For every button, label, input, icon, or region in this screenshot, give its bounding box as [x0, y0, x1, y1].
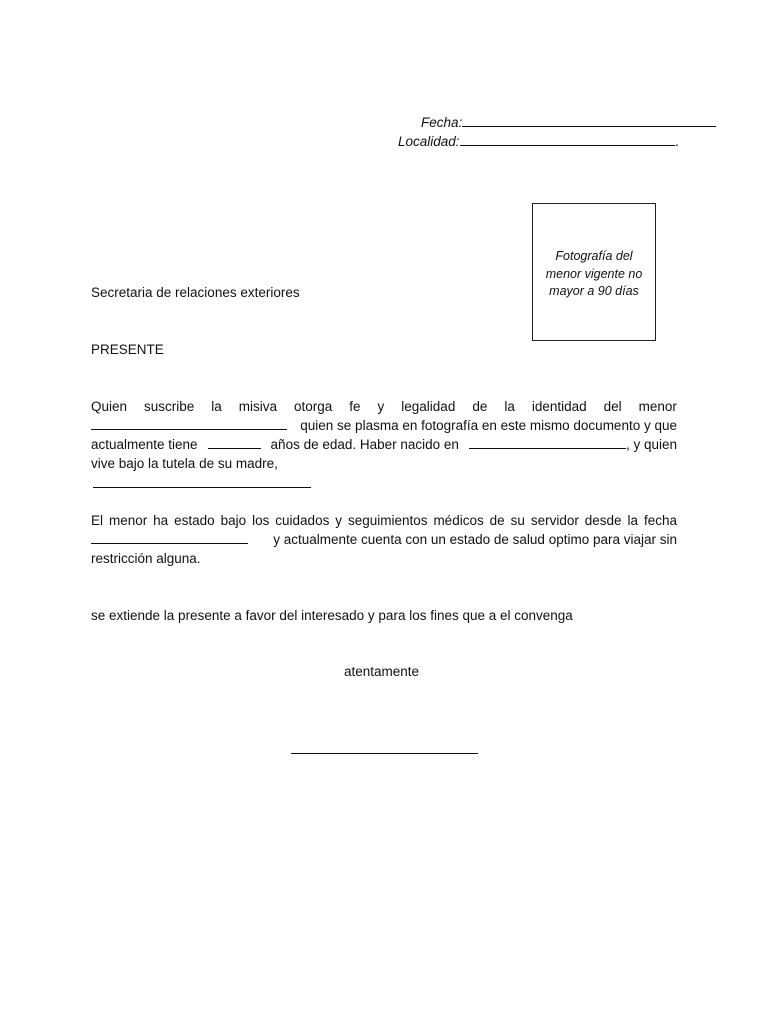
salutation: PRESENTE [91, 342, 164, 357]
photo-caption [533, 248, 655, 301]
fecha-blank[interactable] [462, 113, 716, 127]
paragraph-line [91, 416, 677, 435]
closing-line: se extiende la presente a favor del interesado y para los fines que a el convenga [91, 608, 573, 623]
localidad-row [398, 132, 679, 151]
paragraph-word: desde [584, 513, 622, 528]
paragraph-word: de [472, 399, 488, 414]
paragraph-text: y actualmente cuenta con un estado de salud optimo para viajar sin [273, 532, 677, 547]
paragraph-word: seguimientos [347, 513, 428, 528]
localidad-trailing: . [675, 134, 680, 149]
since-date-blank[interactable] [91, 530, 248, 544]
paragraph-word: ha [153, 513, 169, 528]
paragraph-word: médicos [433, 513, 484, 528]
paragraph-word: su [510, 513, 525, 528]
paragraph-line [91, 435, 677, 454]
localidad-label: Localidad: [398, 134, 460, 149]
addressee: Secretaria de relaciones exteriores [91, 285, 300, 300]
mother-name-blank[interactable] [93, 487, 311, 488]
photo-caption-line: menor vigente no [545, 266, 643, 281]
paragraph-word: identidad [531, 399, 587, 414]
paragraph-line: restricción alguna. [91, 551, 201, 566]
fecha-row [421, 113, 716, 132]
paragraph-word: suscribe [144, 399, 195, 414]
paragraph-word: Quien [91, 399, 128, 414]
age-blank[interactable] [208, 435, 261, 449]
paragraph-medical [91, 511, 677, 568]
fecha-label: Fecha: [421, 115, 463, 130]
photo-caption-line: mayor a 90 días [549, 284, 639, 298]
paragraph-word: y [377, 399, 385, 414]
paragraph-word: fecha [643, 513, 677, 528]
paragraph-word: servidor [530, 513, 579, 528]
paragraph-word: del [603, 399, 622, 414]
paragraph-line [91, 530, 677, 549]
paragraph-word: de [489, 513, 505, 528]
paragraph-word: legalidad [401, 399, 456, 414]
paragraph-word: menor [108, 513, 148, 528]
paragraph-line: vive bajo la tutela de su madre, [91, 456, 278, 471]
paragraph-word: bajo [220, 513, 247, 528]
paragraph-text: , y quien [625, 437, 677, 452]
paragraph-text: actualmente tiene [91, 437, 198, 452]
paragraph-word: cuidados [275, 513, 330, 528]
localidad-blank[interactable] [460, 132, 675, 146]
paragraph-line [91, 397, 677, 416]
paragraph-identity [91, 397, 677, 473]
paragraph-word: la [627, 513, 639, 528]
birthplace-blank[interactable] [469, 435, 626, 449]
paragraph-word: la [211, 399, 222, 414]
paragraph-word: misiva [238, 399, 278, 414]
photo-caption-line: Fotografía del [555, 249, 633, 263]
signature-line[interactable] [291, 753, 478, 754]
paragraph-word: y [335, 513, 343, 528]
minor-name-blank[interactable] [91, 416, 287, 430]
paragraph-word: estado [174, 513, 215, 528]
paragraph-word: otorga [294, 399, 333, 414]
sign-off: atentamente [344, 664, 420, 679]
paragraph-word: la [504, 399, 515, 414]
paragraph-word: los [252, 513, 270, 528]
paragraph-word: El [91, 513, 104, 528]
photo-box [532, 203, 656, 341]
paragraph-text: quien se plasma en fotografía en este mismo documento y que [300, 418, 677, 433]
paragraph-word: fe [349, 399, 361, 414]
paragraph-word: menor [638, 399, 677, 414]
paragraph-line [91, 511, 677, 530]
paragraph-text: años de edad. Haber nacido en [270, 437, 459, 452]
